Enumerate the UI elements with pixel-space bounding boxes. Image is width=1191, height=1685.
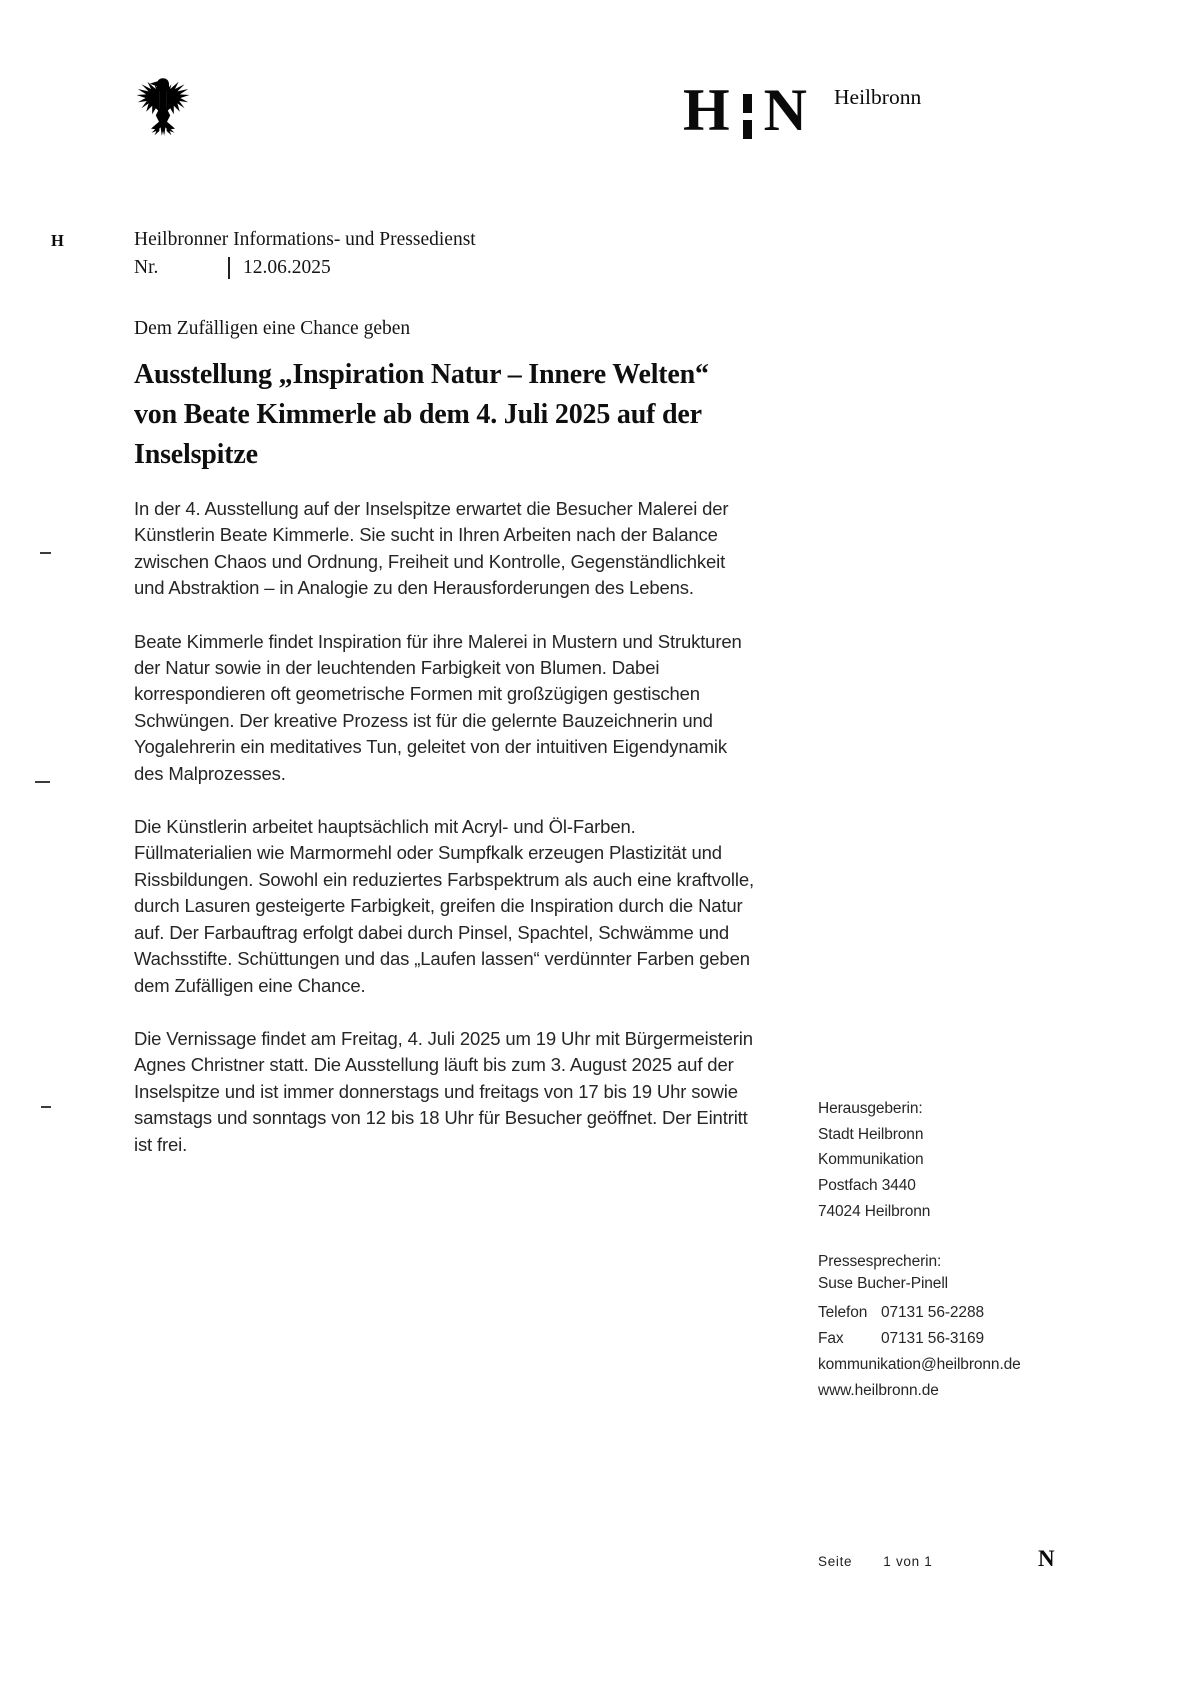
email-link[interactable]: kommunikation@heilbronn.de (818, 1355, 1021, 1373)
press-service-header (134, 226, 476, 282)
footer-corner-mark: N (1038, 1546, 1055, 1571)
fold-mark-center (35, 781, 50, 783)
body-paragraph-1: In der 4. Ausstellung auf der Inselspitze erwartet die Besucher Malerei der Künstlerin Beate Kimmerle. Sie sucht in Ihren Arbeiten nach der Balance zwischen Chaos und Ordnung, Freiheit und Kontrolle, Gegenständlichkeit und Abstraktion – in Analogie zu den Herausforderungen des Lebens. (134, 498, 729, 599)
publisher-block (818, 1096, 1118, 1225)
issue-date: 12.06.2025 (243, 257, 331, 278)
press-contact-block (818, 1251, 1118, 1404)
publisher-address: Stadt Heilbronn Kommunikation Postfach 3440 74024 Heilbronn (818, 1125, 931, 1220)
hn-logo (683, 77, 922, 143)
fold-mark-bottom (41, 1106, 51, 1108)
page-number-value: 1 von 1 (883, 1554, 933, 1569)
body-paragraph-2: Beate Kimmerle findet Inspiration für ihre Malerei in Mustern und Strukturen der Natur sowie in der leuchtenden Farbigkeit von Blumen. Dabei korrespondieren oft geometrische Formen mit großzügigen gestischen Schwüngen. Der kreative Prozess ist für die gelernte Bauzeichnerin und Yogalehrerin ein meditatives Tun, geleitet von der intuitiven Eigendynamik des Malprozesses. (134, 630, 742, 784)
press-officer-label: Pressesprecherin: (818, 1252, 942, 1270)
body-text (134, 496, 834, 1185)
fax-label: Fax (818, 1329, 844, 1347)
issue-number-row (134, 254, 476, 282)
issue-number-label: Nr. (134, 257, 159, 278)
press-officer-name: Suse Bucher-Pinell (818, 1274, 949, 1292)
website-link[interactable]: www.heilbronn.de (818, 1381, 939, 1399)
hn-logo-letter-h: H (683, 77, 729, 143)
fax-number: 07131 56-3169 (881, 1329, 984, 1347)
hn-logo-broken-bar-icon (743, 94, 752, 139)
body-paragraph-3: Die Künstlerin arbeitet hauptsächlich mit Acryl- und Öl-Farben. Füllmaterialien wie Marmormehl oder Sumpfkalk erzeugen Plastizität und Rissbildungen. Sowohl ein reduziertes Farbspektrum als auch eine kraftvolle, durch Lasuren gesteigerte Farbigkeit, greifen die Inspiration durch die Natur auf. Der Farbauftrag erfolgt dabei durch Pinsel, Spachtel, Schwämme und Wachsstifte. Schüttungen und das „Laufen lassen“ verdünnter Farben geben dem Zufälligen eine Chance. (134, 816, 754, 996)
hn-logo-wordmark: Heilbronn (834, 85, 922, 109)
publisher-label: Herausgeberin: (818, 1100, 923, 1117)
fold-mark-top (40, 552, 51, 554)
document-title: Ausstellung „Inspiration Natur – Innere Welten“ von Beate Kimmerle ab dem 4. Juli 2025 auf der Inselspitze (134, 359, 709, 470)
fax-row (818, 1326, 1118, 1352)
page-number-label: Seite (818, 1554, 853, 1569)
body-paragraph-4: Die Vernissage findet am Freitag, 4. Juli 2025 um 19 Uhr mit Bürgermeisterin Agnes Christner statt. Die Ausstellung läuft bis zum 3. August 2025 auf der Inselspitze und ist immer donnerstags und freitags von 17 bis 19 Uhr sowie samstags und sonntags von 12 bis 18 Uhr für Besucher geöffnet. Der Eintritt ist frei. (134, 1027, 753, 1155)
press-service-name: Heilbronner Informations- und Pressedienst (134, 229, 476, 250)
page-number (818, 1554, 932, 1569)
hn-logo-letter-n: N (763, 77, 807, 143)
margin-letter-h: H (51, 231, 64, 250)
contact-sidebar (818, 1096, 1118, 1404)
phone-label: Telefon (818, 1303, 868, 1321)
heilbronn-eagle-icon (133, 74, 193, 140)
phone-number: 07131 56-2288 (881, 1303, 984, 1321)
phone-row (818, 1300, 1118, 1326)
kicker-line: Dem Zufälligen eine Chance geben (134, 318, 411, 339)
